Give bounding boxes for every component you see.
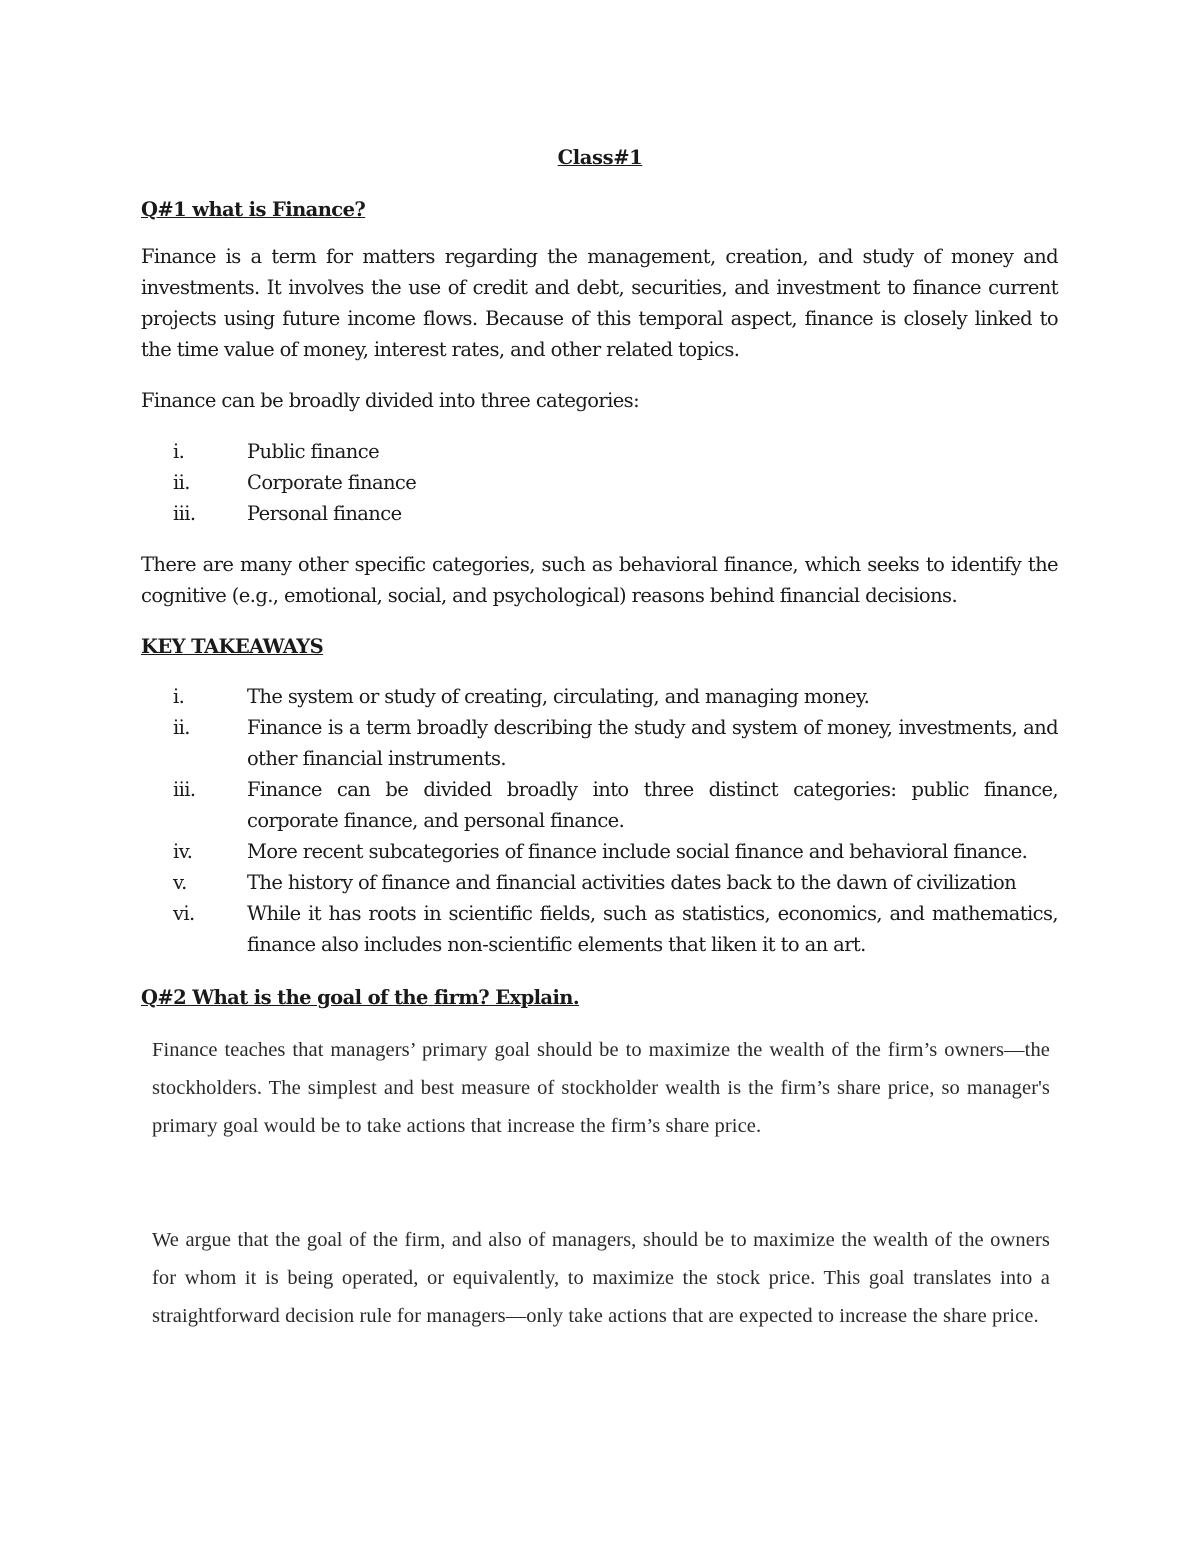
list-item	[141, 681, 1058, 712]
list-item-text: Corporate finance	[247, 471, 417, 494]
list-item-text: Finance is a term broadly describing the study and system of money, investments, and other financial instruments.	[247, 716, 1058, 770]
list-item-number: i.	[173, 440, 185, 463]
key-takeaways-list	[141, 681, 1058, 960]
list-item-text: While it has roots in scientific fields, such as statistics, economics, and mathematics, finance also includes non-scientific elements that liken it to an art.	[247, 902, 1058, 956]
list-item-text: The history of finance and financial activities dates back to the dawn of civilization	[247, 871, 1017, 894]
document-title: Class#1	[557, 146, 643, 169]
list-item	[141, 898, 1058, 960]
list-item	[141, 498, 1058, 529]
list-item-number: ii.	[173, 471, 190, 494]
q1-heading: Q#1 what is Finance?	[141, 198, 366, 221]
list-item-number: ii.	[173, 716, 190, 739]
list-item-text: More recent subcategories of finance include social finance and behavioral finance.	[247, 840, 1028, 863]
list-item-text: Public finance	[247, 440, 380, 463]
list-item-number: iv.	[173, 840, 193, 863]
list-item-number: iii.	[173, 778, 196, 801]
list-item-number: vi.	[173, 902, 195, 925]
list-item-number: iii.	[173, 502, 196, 525]
list-item-text: Personal finance	[247, 502, 402, 525]
q1-paragraph-categories-intro: Finance can be broadly divided into three categories:	[141, 389, 640, 412]
list-item-text: The system or study of creating, circulating, and managing money.	[247, 685, 870, 708]
q1-paragraph-definition: Finance is a term for matters regarding the management, creation, and study of money and investments. It involves the use of credit and debt, securities, and investment to finance current projects using future income flows. Because of this temporal aspect, finance is closely linked to the time value of money, interest rates, and other related topics.	[141, 245, 1058, 361]
q2-paragraph-firm-goal: We argue that the goal of the firm, and also of managers, should be to maximize the wealth of the owners for whom it is being operated, or equivalently, to maximize the stock price. This goal translates into a straightforward decision rule for managers—only take actions that are expected to increase the share price.	[152, 1229, 1050, 1327]
q1-paragraph-other-categories: There are many other specific categories, such as behavioral finance, which seeks to identify the cognitive (e.g., emotional, social, and psychological) reasons behind financial decisions.	[141, 553, 1058, 607]
list-item-number: i.	[173, 685, 185, 708]
q2-paragraph-manager-goal: Finance teaches that managers’ primary goal should be to maximize the wealth of the firm’s owners—the stockholders. The simplest and best measure of stockholder wealth is the firm’s share price, so manager's primary goal would be to take actions that increase the firm’s share price.	[152, 1039, 1050, 1137]
list-item	[141, 836, 1058, 867]
list-item	[141, 774, 1058, 836]
list-item-text: Finance can be divided broadly into three distinct categories: public finance, corporate finance, and personal finance.	[247, 778, 1058, 832]
key-takeaways-heading: KEY TAKEAWAYS	[141, 635, 324, 658]
list-item	[141, 867, 1058, 898]
list-item	[141, 467, 1058, 498]
list-item-number: v.	[173, 871, 187, 894]
q2-heading: Q#2 What is the goal of the firm? Explain.	[141, 986, 580, 1009]
finance-categories-list	[141, 436, 1058, 529]
list-item	[141, 712, 1058, 774]
list-item	[141, 436, 1058, 467]
